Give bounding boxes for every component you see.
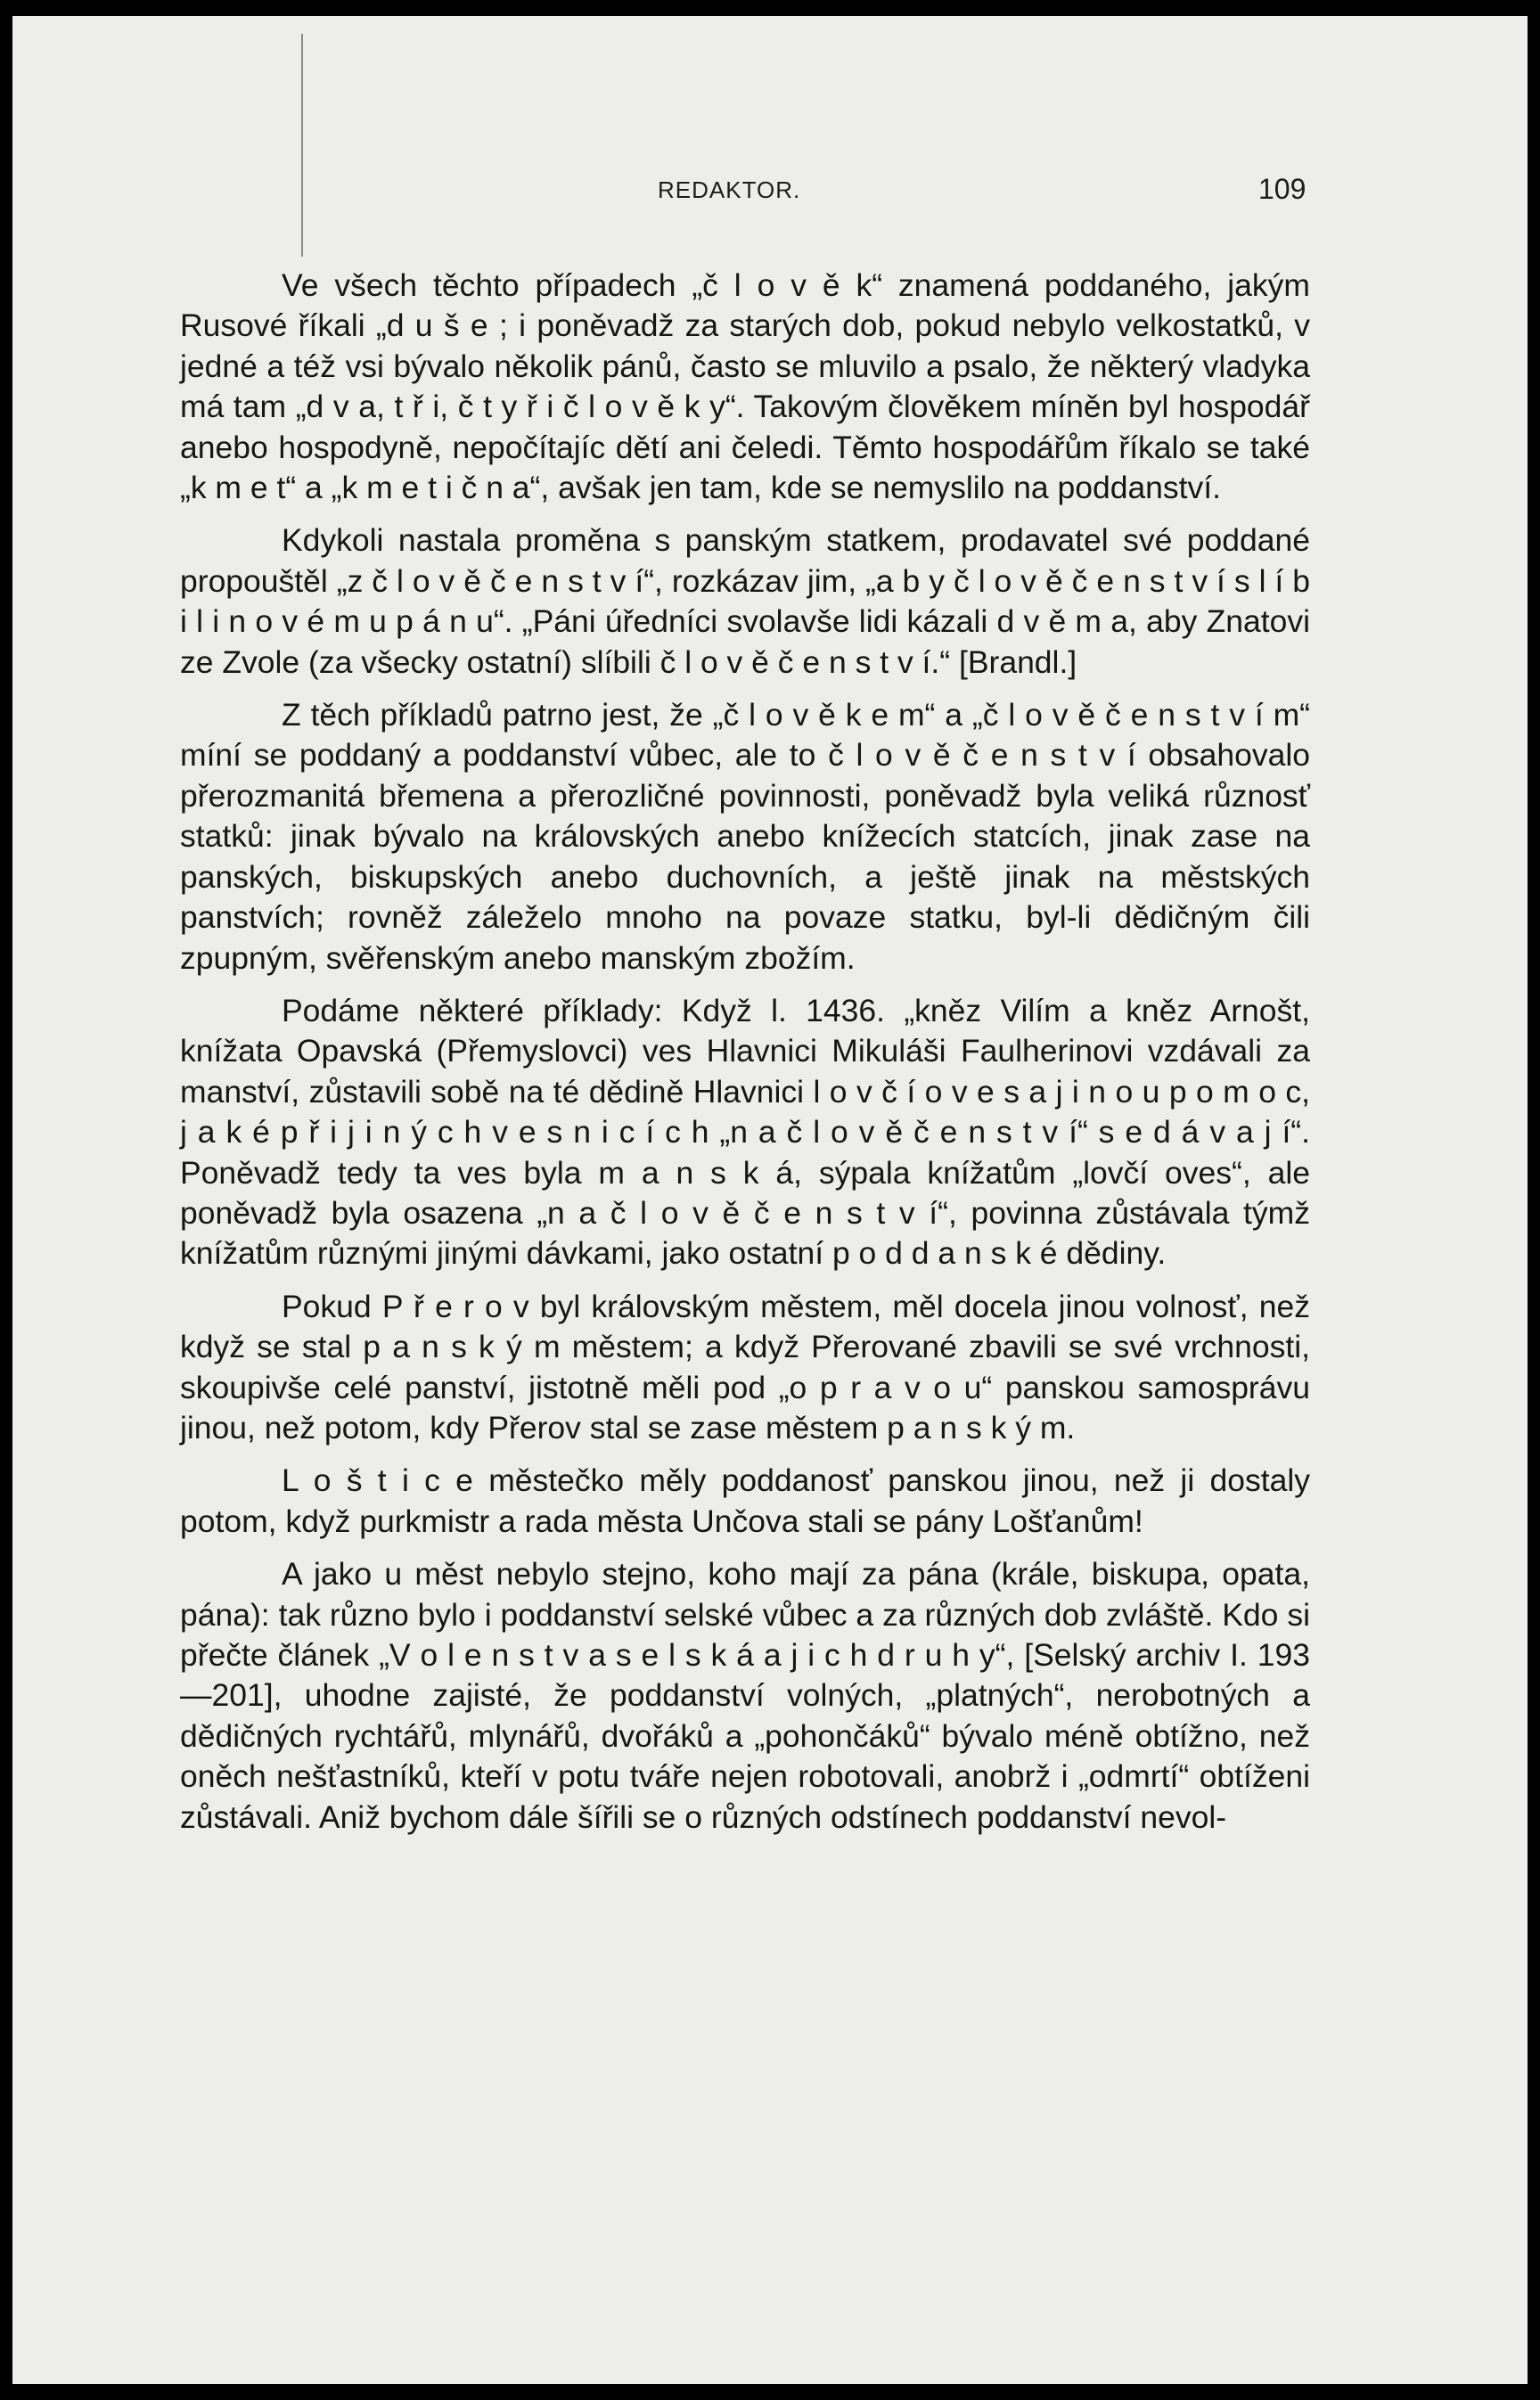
body-text [180, 266, 1310, 1850]
paragraph-7: A jako u měst nebylo stejno, koho mají za pána (krále, biskupa, opata, pána): tak různo bylo i poddanství selské vůbec a za různých dob zvláště. Kdo si přečte článek „V o l e n s t v a s e l s k á a j i c h d r u h y“, [Selský archiv I. 193—201], uhodne zajisté, že poddanství volných, „platných“, nerobotných a dědičných rychtářů, mlynářů, dvořáků a „pohončáků“ bývalo méně obtížno, než oněch nešťastníků, kteří v potu tváře nejen robotovali, anobrž i „odmrtí“ obtíženi zůstávali. Aniž bychom dále šířili se o různých odstínech poddanství nevol- [180, 1556, 1310, 1835]
paragraph-2: Kdykoli nastala proměna s panským statkem, prodavatel své poddané propouštěl „z č l o v ě č e n s t v í“, rozkázav jim, „a b y č l o v ě č e n s t v í s l í b i l i n o v é m u p á n u“. „Páni úředníci svolavše lidi kázali d v ě m a, aby Znatovi ze Zvole (za všecky ostatní) slíbili č l o v ě č e n s t v í.“ [Brandl.] [180, 522, 1310, 680]
paragraph-6: L o š t i c e městečko měly poddanosť panskou jinou, než ji dostaly potom, když purkmistr a rada města Unčova stali se pány Lošťanům! [180, 1462, 1310, 1539]
book-page [12, 16, 1528, 2384]
running-head-title: REDAKTOR. [658, 176, 801, 203]
paragraph-1: Ve všech těchto případech „č l o v ě k“ znamená poddaného, jakým Rusové říkali „d u š e ; i poněvadž za starých dob, pokud nebylo velkostatků, v jedné a též vsi bývalo několik pánů, často se mluvilo a psalo, že některý vladyka má tam „d v a, t ř i, č t y ř i č l o v ě k y“. Takovým člověkem míněn byl hospodář anebo hospodyně, nepočítajíc dětí ani čeledi. Těmto hospodářům říkalo se také „k m e t“ a „k m e t i č n a“, avšak jen tam, kde se nemyslilo na poddanství. [180, 267, 1310, 506]
paragraph-3: Z těch příkladů patrno jest, že „č l o v ě k e m“ a „č l o v ě č e n s t v í m“ míní se poddaný a poddanství vůbec, ale to č l o v ě č e n s t v í obsahovalo přerozmanitá břemena a přerozličné povinnosti, poněvadž byla veliká různosť statků: jinak bývalo na královských anebo knížecích statcích, jinak zase na panských, biskupských anebo duchovních, a ještě jinak na městských panstvích; rovněž záleželo mnoho na povaze statku, byl-li dědičným čili zpupným, svěřenským anebo manským zbožím. [180, 697, 1310, 976]
page-edge-line [301, 34, 303, 257]
running-head [12, 168, 1528, 212]
page-number: 109 [1258, 173, 1307, 205]
paragraph-4: Podáme některé příklady: Když l. 1436. „kněz Vilím a kněz Arnošt, knížata Opavská (Přemyslovci) ves Hlavnici Mikuláši Faulherinovi vzdávali za manství, zůstavili sobě na té dědině Hlavnici l o v č í o v e s a j i n o u p o m o c, j a k é p ř i j i n ý c h v e s n i c í c h „n a č l o v ě č e n s t v í“ s e d á v a j í“. Poněvadž tedy ta ves byla m a n s k á, sýpala knížatům „lovčí oves“, ale poněvadž byla osazena „n a č l o v ě č e n s t v í“, povinna zůstávala týmž knížatům různými jinými dávkami, jako ostatní p o d d a n s k é dědiny. [180, 992, 1310, 1272]
paragraph-5: Pokud P ř e r o v byl královským městem, měl docela jinou volnosť, než když se stal p a n s k ý m městem; a když Přerované zbavili se své vrchnosti, skoupivše celé panství, jistotně měli pod „o p r a v o u“ panskou samosprávu jinou, než potom, kdy Přerov stal se zase městem p a n s k ý m. [180, 1288, 1310, 1446]
